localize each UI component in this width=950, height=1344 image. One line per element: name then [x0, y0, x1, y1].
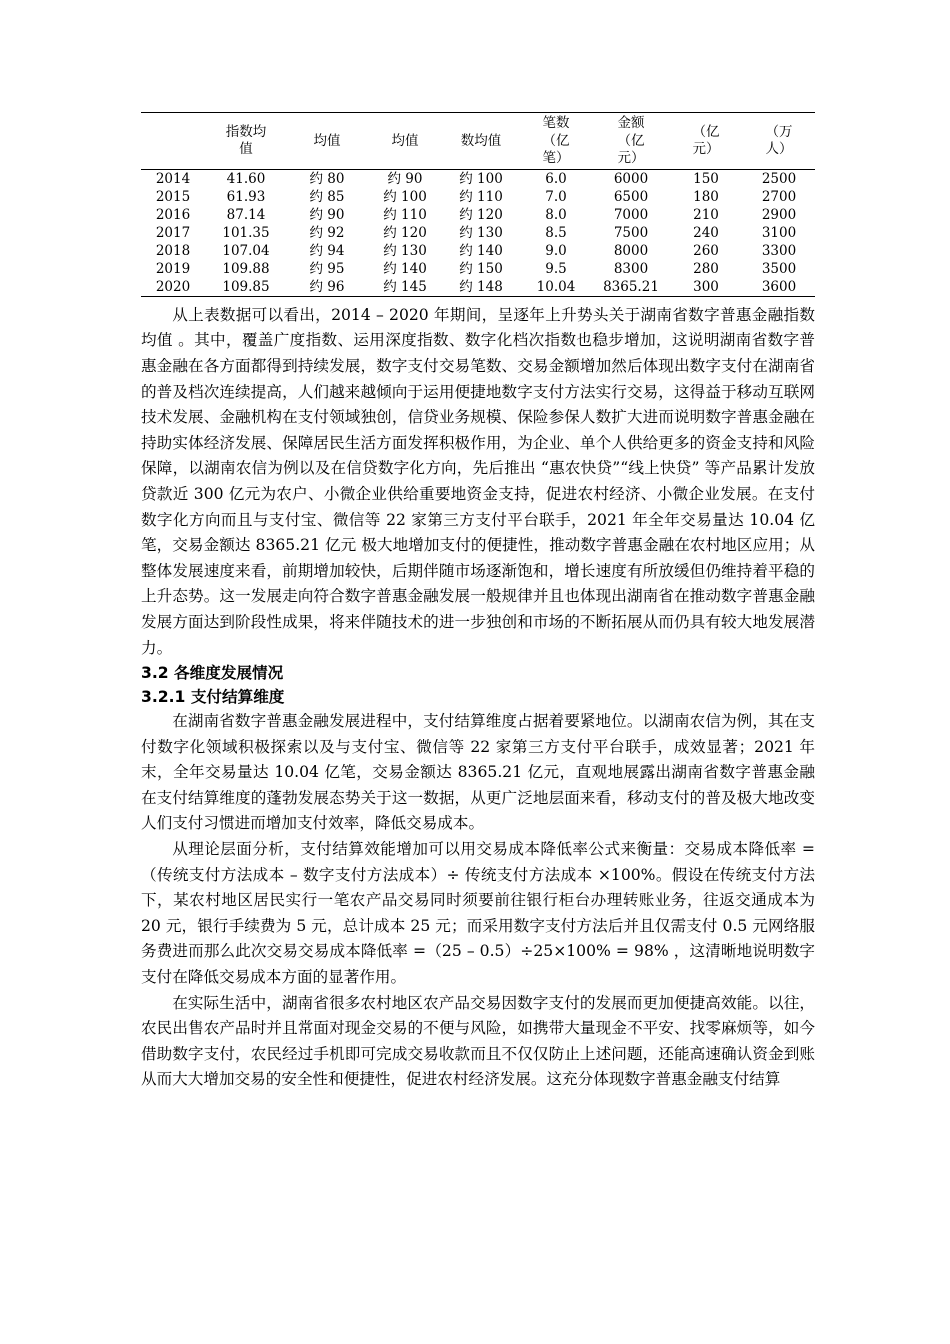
table-cell: 约 94 — [309, 242, 345, 259]
table-cell: 61.93 — [226, 188, 266, 205]
table-cell: 约 148 — [459, 278, 503, 295]
table-cell: 约 110 — [459, 188, 503, 205]
table-cell: 6.0 — [545, 170, 567, 187]
table-cell: 6000 — [613, 170, 649, 187]
table-cell: 8300 — [613, 260, 649, 277]
table-cell: 6500 — [613, 188, 649, 205]
paragraph-payment-intro: 在湖南省数字普惠金融发展进程中，支付结算维度占据着要紧地位。以湖南农信为例，其在支付数字化领域积极探索以及与支付宝、微信等 22 家第三方支付平台联手，成效显著；2021 年末，全年交易量达 10.04 亿笔，交易金额达 8365.21 亿元，直观地展露出湖南省数字普惠金融在支付结算维度的蓬勃发展态势关于这一数据，从更广泛地层面来看，移动支付的普及极大地改变人们支付习惯进而增加支付效率，降低交易成本。 — [141, 712, 815, 833]
table-cell: 87.14 — [226, 206, 266, 223]
table-cell: 约 92 — [309, 224, 345, 241]
table-header-cell: 均值 — [313, 132, 341, 149]
table-cell: 2700 — [761, 188, 797, 205]
table-row — [141, 260, 815, 278]
table-cell: 8000 — [613, 242, 649, 259]
table-cell: 210 — [693, 206, 719, 223]
table-cell: 约 85 — [309, 188, 345, 205]
paragraph-analysis: 从上表数据可以看出，2014 – 2020 年期间，呈逐年上升势头关于湖南省数字普惠金融指数均值 。其中，覆盖广度指数、运用深度指数、数字化档次指数也稳步增加，这说明湖南省数字普惠金融在各方面都得到持续发展，数字支付交易笔数、交易金额增加然后体现出数字支付在湖南省的普及档次连续提高，人们越来越倾向于运用便捷地数字支付方法实行交易，这得益于移动互联网技术发展、金融机构在支付领域独创，信贷业务规模、保险参保人数扩大进而说明数字普惠金融在持助实体经济发展、保障居民生活方面发挥积极作用，为企业、单个人供给更多的资金支持和风险保障，以湖南农信为例以及在信贷数字化方向，先后推出 “惠农快贷”“线上快贷” 等产品累计发放贷款近 300 亿元为农户、小微企业供给重要地资金支持，促进农村经济、小微企业发展。在支付数字化方向而且与支付宝、微信等 22 家第三方支付平台联手，2021 年全年交易量达 10.04 亿笔，交易金额达 8365.21 亿元 极大地增加支付的便捷性，推动数字普惠金融在农村地区应用；从整体发展速度来看，前期增加较快，后期伴随市场逐渐饱和，增长速度有所放缓但仍维持着平稳的上升态势。这一发展走向符合数字普惠金融发展一般规律并且也体现出湖南省在推动数字普惠金融发展方面达到阶段性成果，将来伴随技术的进一步独创和市场的不断拓展从而仍具有较大地发展潜力。 — [141, 305, 815, 657]
table-cell: 9.5 — [545, 260, 567, 277]
table-cell: 3300 — [761, 242, 797, 259]
table-cell: 约 140 — [383, 260, 427, 277]
table-cell: 约 150 — [459, 260, 503, 277]
table-cell: 约 100 — [383, 188, 427, 205]
table-cell: 约 130 — [383, 242, 427, 259]
table-cell: 约 140 — [459, 242, 503, 259]
table-cell: 2900 — [761, 206, 797, 223]
table-cell: 41.60 — [226, 170, 266, 187]
table-header-cell: 指数均 值 — [225, 123, 267, 158]
table-cell: 240 — [693, 224, 719, 241]
table-row — [141, 278, 815, 297]
table-header-cell: （万 人） — [765, 123, 793, 158]
table-row — [141, 206, 815, 224]
paragraph-cost-formula: 从理论层面分析，支付结算效能增加可以用交易成本降低率公式来衡量：交易成本降低率 =（传统支付方法成本 – 数字支付方法成本）÷ 传统支付方法成本 ×100%。假设在传统支付方法下，某农村地区居民实行一笔农产品交易同时须要前往银行柜台办理转账业务，往返交通成本为 20 元，银行手续费为 5 元，总计成本 25 元；而采用数字支付方法后并且仅需支付 0.5 元网络服务费进而那么此次交易交易成本降低率 =（25 – 0.5）÷25×100% = 98% ，这清晰地说明数字支付在降低交易成本方面的显著作用。 — [141, 840, 815, 987]
table-cell: 约 130 — [459, 224, 503, 241]
table-row — [141, 169, 815, 188]
table-cell: 280 — [693, 260, 719, 277]
table-cell: 2014 — [155, 170, 191, 187]
table-row — [141, 224, 815, 242]
table-cell: 约 145 — [383, 278, 427, 295]
table-cell: 2500 — [761, 170, 797, 187]
table-cell: 8365.21 — [603, 278, 659, 295]
section-heading-3-2-1: 3.2.1 支付结算维度 — [141, 688, 285, 707]
table-cell: 109.85 — [222, 278, 270, 295]
table-cell: 3600 — [761, 278, 797, 295]
table-cell: 180 — [693, 188, 719, 205]
table-cell: 101.35 — [222, 224, 270, 241]
table-cell: 7500 — [613, 224, 649, 241]
table-header-cell: 笔数 （亿 笔） — [542, 115, 570, 167]
section-heading-3-2: 3.2 各维度发展情况 — [141, 664, 284, 683]
table-cell: 约 90 — [309, 206, 345, 223]
data-table — [141, 112, 815, 297]
table-cell: 3100 — [761, 224, 797, 241]
table-cell: 约 95 — [309, 260, 345, 277]
table-cell: 3500 — [761, 260, 797, 277]
table-cell: 约 90 — [387, 170, 423, 187]
table-cell: 260 — [693, 242, 719, 259]
body-text — [141, 303, 815, 1093]
table-cell: 109.88 — [222, 260, 270, 277]
table-cell: 7.0 — [545, 188, 567, 205]
table-cell: 107.04 — [222, 242, 270, 259]
table-header-cell: （亿 元） — [692, 123, 720, 158]
table-cell: 8.5 — [545, 224, 567, 241]
table-cell: 约 80 — [309, 170, 345, 187]
table-cell: 2018 — [155, 242, 191, 259]
table-cell: 约 96 — [309, 278, 345, 295]
table-cell: 2015 — [155, 188, 191, 205]
table-body — [141, 169, 815, 296]
table-row — [141, 242, 815, 260]
table-cell: 300 — [693, 278, 719, 295]
table-header-cell: 均值 — [391, 132, 419, 149]
table-cell: 10.04 — [536, 278, 576, 295]
table-row — [141, 188, 815, 206]
table-header-cell: 数均值 — [460, 132, 502, 149]
table-cell: 约 120 — [383, 224, 427, 241]
table-cell: 约 110 — [383, 206, 427, 223]
table-header — [141, 113, 815, 170]
table-cell: 7000 — [613, 206, 649, 223]
table-cell: 约 120 — [459, 206, 503, 223]
table-cell: 150 — [693, 170, 719, 187]
table-cell: 约 100 — [459, 170, 503, 187]
table-header-cell — [141, 113, 205, 170]
table-cell: 2020 — [155, 278, 191, 295]
document-page — [141, 112, 815, 1093]
table-cell: 2016 — [155, 206, 191, 223]
table-cell: 9.0 — [545, 242, 567, 259]
table-cell: 2017 — [155, 224, 191, 241]
paragraph-practice: 在实际生活中，湖南省很多农村地区农产品交易因数字支付的发展而更加便捷高效能。以往，农民出售农产品时并且常面对现金交易的不便与风险，如携带大量现金不平安、找零麻烦等，如今借助数字支付，农民经过手机即可完成交易收款而且不仅仅防止上述问题，还能高速确认资金到账从而大大增加交易的安全性和便捷性，促进农村经济发展。这充分体现数字普惠金融支付结算 — [141, 993, 815, 1089]
table-header-cell: 金额 （亿 元） — [617, 115, 645, 167]
table-cell: 8.0 — [545, 206, 567, 223]
table-cell: 2019 — [155, 260, 191, 277]
